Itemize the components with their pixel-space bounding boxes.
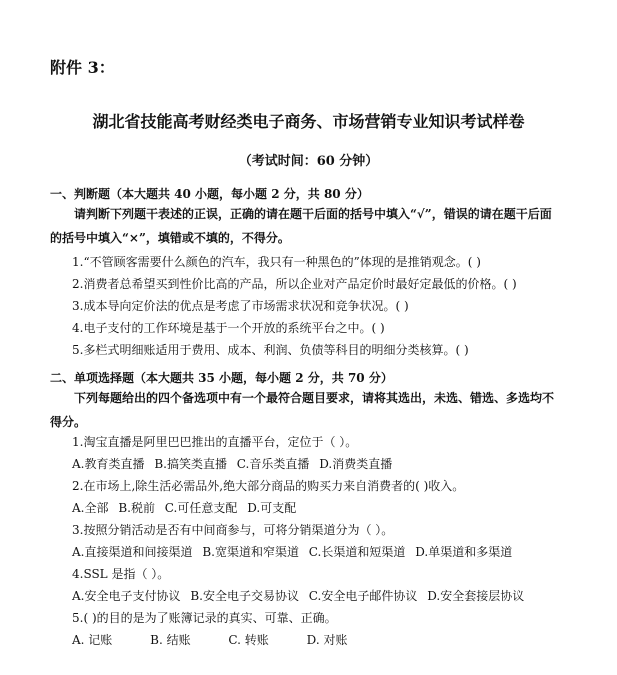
judge-item-2: 2.消费者总希望买到性价比高的产品，所以企业对产品定价时最好定最低的价格。( ) [72, 277, 517, 291]
option: B.宽渠道和窄渠道 [202, 545, 299, 559]
judge-item-4: 4.电子支付的工作环境是基于一个开放的系统平台之中。( ) [72, 321, 385, 335]
option: C. 转账 [228, 633, 269, 647]
option: B.税前 [118, 501, 155, 515]
option: D.安全套接层协议 [427, 589, 525, 603]
judge-item-5: 5.多栏式明细账适用于费用、成本、利润、负债等科目的明细分类核算。( ) [72, 343, 469, 357]
option: A.直接渠道和间接渠道 [72, 545, 193, 559]
option: B.安全电子交易协议 [190, 589, 299, 603]
option: B. 结账 [150, 633, 191, 647]
choice-options-4 [72, 587, 530, 604]
option: C.可任意支配 [164, 501, 238, 515]
choice-question-1: 1.淘宝直播是阿里巴巴推出的直播平台，定位于（ ）。 [72, 435, 358, 449]
option: D.单渠道和多渠道 [415, 545, 513, 559]
choice-options-2 [72, 499, 302, 516]
choice-question-2: 2.在市场上,除生活必需品外,绝大部分商品的购买力来自消费者的( )收入。 [72, 479, 465, 493]
judge-item-3: 3.成本导向定价法的优点是考虑了市场需求状况和竞争状况。( ) [72, 299, 409, 313]
option: C.音乐类直播 [236, 457, 310, 471]
choice-question-5: 5.( )的目的是为了账簿记录的真实、可靠、正确。 [72, 611, 337, 625]
option: A. 记账 [72, 633, 113, 647]
section-2-heading: 二、单项选择题（本大题共 35 小题，每小题 2 分，共 70 分） [50, 371, 393, 385]
choice-question-4: 4.SSL 是指（ ）。 [72, 567, 170, 581]
option: A.全部 [72, 501, 109, 515]
choice-options-5 [72, 631, 381, 648]
option: B.搞笑类直播 [154, 457, 227, 471]
option: A.教育类直播 [72, 457, 145, 471]
section-1-heading: 一、判断题（本大题共 40 小题，每小题 2 分，共 80 分） [50, 187, 369, 201]
option: D. 对账 [306, 633, 348, 647]
option: C.长渠道和短渠道 [308, 545, 406, 559]
choice-question-3: 3.按照分销活动是否有中间商参与，可将分销渠道分为（ ）。 [72, 523, 394, 537]
exam-duration: （考试时间：60 分钟） [238, 154, 379, 169]
option: C.安全电子邮件协议 [308, 589, 418, 603]
choice-options-1 [72, 455, 398, 472]
judge-item-1: 1.“不管顾客需要什么颜色的汽车，我只有一种黑色的”体现的是推销观念。( ) [72, 255, 481, 269]
section-1-instruction: 请判断下列题干表述的正误，正确的请在题干后面的括号中填入“√”，错误的请在题干后面的括号中填入“×”，填错或不填的，不得分。 [50, 207, 552, 245]
document-title: 湖北省技能高考财经类电子商务、市场营销专业知识考试样卷 [92, 112, 525, 131]
option: D.消费类直播 [319, 457, 393, 471]
section-2-instruction: 下列每题给出的四个备选项中有一个最符合题目要求，请将其选出，未选、错选、多选均不得分。 [50, 391, 555, 429]
attachment-label: 附件 3： [50, 58, 115, 77]
option: A.安全电子支付协议 [72, 589, 181, 603]
option: D.可支配 [247, 501, 297, 515]
choice-options-3 [72, 543, 518, 560]
